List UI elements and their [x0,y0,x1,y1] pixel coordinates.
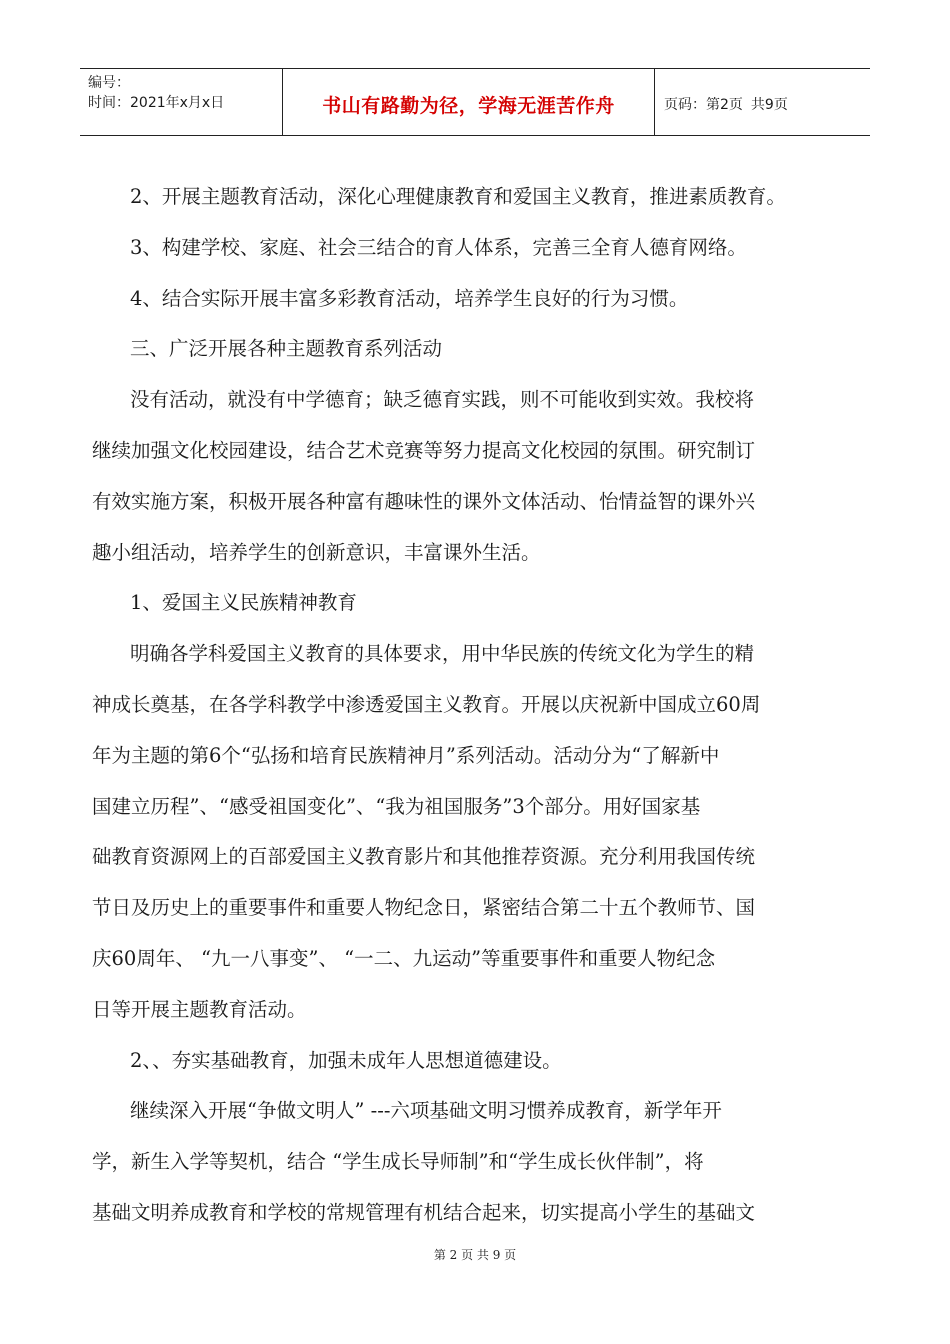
paragraph-line: 4、结合实际开展丰富多彩教育活动，培养学生良好的行为习惯。 [130,286,689,310]
paragraph-line: 2、、夯实基础教育，加强未成年人思想道德建设。 [130,1048,562,1072]
header-page-cell [655,69,870,135]
paragraph-line: 2、开展主题教育活动，深化心理健康教育和爱国主义教育，推进素质教育。 [130,185,786,208]
paragraph-line: 明确各学科爱国主义教育的具体要求，用中华民族的传统文化为学生的精 [130,642,755,666]
paragraph-line: 国建立历程”、“感受祖国变化”、“我为祖国服务”3个部分。用好国家基 [92,794,701,818]
header-meta-cell [80,69,283,135]
paragraph-line: 础教育资源网上的百部爱国主义教育影片和其他推荐资源。充分利用我国传统 [92,845,756,869]
document-body [92,172,882,1239]
paragraph-line: 神成长奠基，在各学科教学中渗透爱国主义教育。开展以庆祝新中国成立60周 [92,692,761,716]
page-header [80,68,870,136]
paragraph-line: 3、构建学校、家庭、社会三结合的育人体系，完善三全育人德育网络。 [130,235,747,259]
document-number-label: 编号： [88,75,130,91]
paragraph-line: 继续深入开展“争做文明人” ---六项基础文明习惯养成教育，新学年开 [130,1099,722,1123]
page-footer: 第 2 页 共 9 页 [433,1248,517,1262]
paragraph-line: 没有活动，就没有中学德育；缺乏德育实践，则不可能收到实效。我校将 [130,388,755,412]
paragraph-line: 庆60周年、 “九一八事变”、 “一二、九运动”等重要事件和重要人物纪念 [92,946,716,970]
paragraph-line: 继续加强文化校园建设，结合艺术竞赛等努力提高文化校园的氛围。研究制订 [92,438,756,462]
paragraph-line: 日等开展主题教育活动。 [92,997,307,1021]
header-motto-cell [283,69,655,135]
header-motto: 书山有路勤为径，学海无涯苦作舟 [322,94,615,117]
document-date-label: 时间：2021年x月x日 [88,95,225,111]
header-page-total: 共9页 [750,97,788,113]
paragraph-line: 1、爱国主义民族精神教育 [130,591,357,615]
paragraph-line: 学，新生入学等契机，结合 “学生成长导师制”和“学生成长伙伴制”，将 [92,1150,704,1174]
header-page-number: 页码：第2页 [664,97,743,113]
paragraph-line: 三、广泛开展各种主题教育系列活动 [130,337,443,361]
paragraph-line: 有效实施方案，积极开展各种富有趣味性的课外文体活动、怡情益智的课外兴 [92,489,756,513]
paragraph-line: 年为主题的第6个“弘扬和培育民族精神月”系列活动。活动分为“了解新中 [92,743,720,767]
paragraph-line: 节日及历史上的重要事件和重要人物纪念日，紧密结合第二十五个教师节、国 [92,896,756,920]
paragraph-line: 趣小组活动，培养学生的创新意识，丰富课外生活。 [92,540,541,564]
paragraph-line: 基础文明养成教育和学校的常规管理有机结合起来，切实提高小学生的基础文 [92,1200,756,1224]
